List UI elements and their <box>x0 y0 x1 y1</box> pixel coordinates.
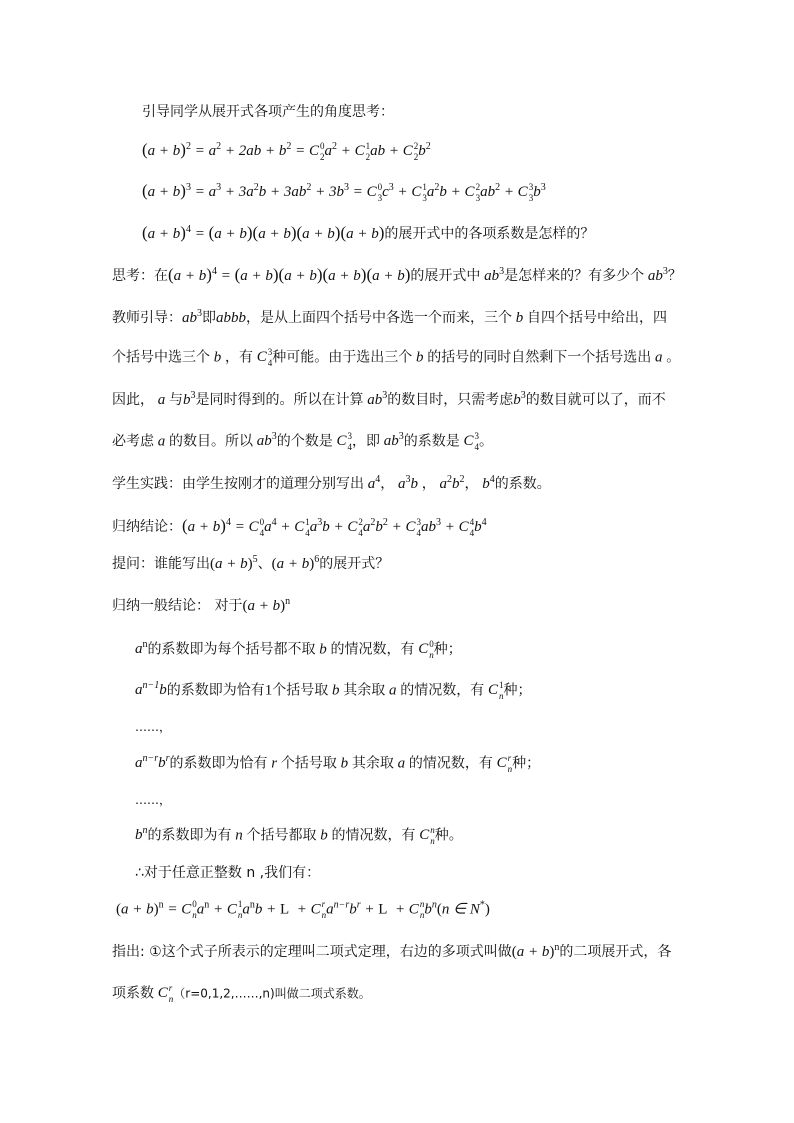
pointout-line-2: 项系数 C r n （r=0,1,2,……,n)叫做二项式系数。 <box>112 983 371 1004</box>
equation-cube: $(a + b)^3 = a^3 + 3a^2b + 3ab^2 + 3b^3 = C$ 0 3 $c^3 + C$ 1 3 $a^2b + C$ 2 3 $ab^2 + C$ 3 3 $b^3$ <box>142 181 546 203</box>
teacher-guide-line-3: 因此， a 与$b^3$是同时得到的。所以在计算 $ab^3$的数目时，只需考虑$b^3$的数目就可以了，而不 <box>112 390 666 408</box>
pointout-line-1: 指出: ①这个式子所表示的定理叫二项式定理，右边的多项式叫做$(a + b)^n$的二项展开式，各 <box>112 942 672 960</box>
teacher-guide-line-4: 必考虑 a 的数目。所以 $ab^3$的个数是 C 3 4 ，即 $ab^3$的系数是 C 3 4 。 <box>112 431 494 452</box>
therefore-line: ∴对于任意正整数 n ,我们有： <box>135 865 321 881</box>
general-item-4: $b^n$的系数即为有 n 个括号都取 b 的情况数，有 C n n 种。 <box>135 825 463 846</box>
general-conclusion-label: 归纳一般结论： 对于$(a + b)^n$ <box>112 596 291 614</box>
equation-fourth: $(a + b)^4 = (a + b)(a + b)(a + b)(a + b)$的展开式中的各项系数是怎样的？ <box>142 223 595 242</box>
general-item-3: $a^{n-r}b^r$的系数即为恰有 r 个括号取 b 其余取 a 的情况数，有 C r n 种； <box>135 753 541 774</box>
teacher-guide-line-2: 个括号中选三个 b ，有 C 3 4 种可能。由于选出三个 b 的括号的同时自然剩下一个括号选出 a 。 <box>112 347 681 368</box>
binomial-theorem: $(a + b)^n = C$ 0 n $a^n + C$ 1 n $a^nb + L + C$ r n $a^{n-r}b^r + L + C$ n n $b^n(n$ ∈ N*) <box>116 899 490 920</box>
conclusion-equation: 归纳结论：$(a + b)^4 = C$ 0 4 $a^4 + C$ 1 4 $a^3b + C$ 2 4 $a^2b^2 + C$ 3 4 $ab^3 + C$ 4 4 $b^4$ <box>112 516 487 538</box>
general-item-1: $a^n$的系数即为每个括号都不取 b 的情况数，有 C 0 n 种； <box>135 639 462 660</box>
question-line: 提问：谁能写出$(a + b)^5$、$(a + b)^6$的展开式？ <box>112 554 390 572</box>
teacher-guide-line-1: 教师引导：$ab^3$即abbb，是从上面四个括号中各选一个而来，三个 b 自四个括号中给出，四 <box>112 308 667 326</box>
ellipsis-1: ……， <box>135 720 172 734</box>
ellipsis-2: ……， <box>135 793 172 807</box>
think-paragraph: 思考：在$(a + b)^4 = (a + b)(a + b)(a + b)(a + b)$的展开式中 $ab^3$是怎样来的？有多少个 $ab^3$？ <box>112 265 682 284</box>
intro-text: 引导同学从展开式各项产生的角度思考： <box>142 104 394 120</box>
student-practice: 学生实践：由学生按刚才的道理分别写出 $a^4$， $a^3b$ ， $a^2b^2$， $b^4$的系数。 <box>112 474 551 492</box>
equation-square: $(a + b)^2 = a^2 + 2ab + b^2 = C$ 0 2 $a^2 + C$ 1 2 ab + C 2 2 $b^2$ <box>142 140 431 162</box>
general-item-2: $a^{n-1}b$的系数即为恰有1个括号取 b 其余取 a 的情况数，有 C 1 n 种； <box>135 680 532 701</box>
